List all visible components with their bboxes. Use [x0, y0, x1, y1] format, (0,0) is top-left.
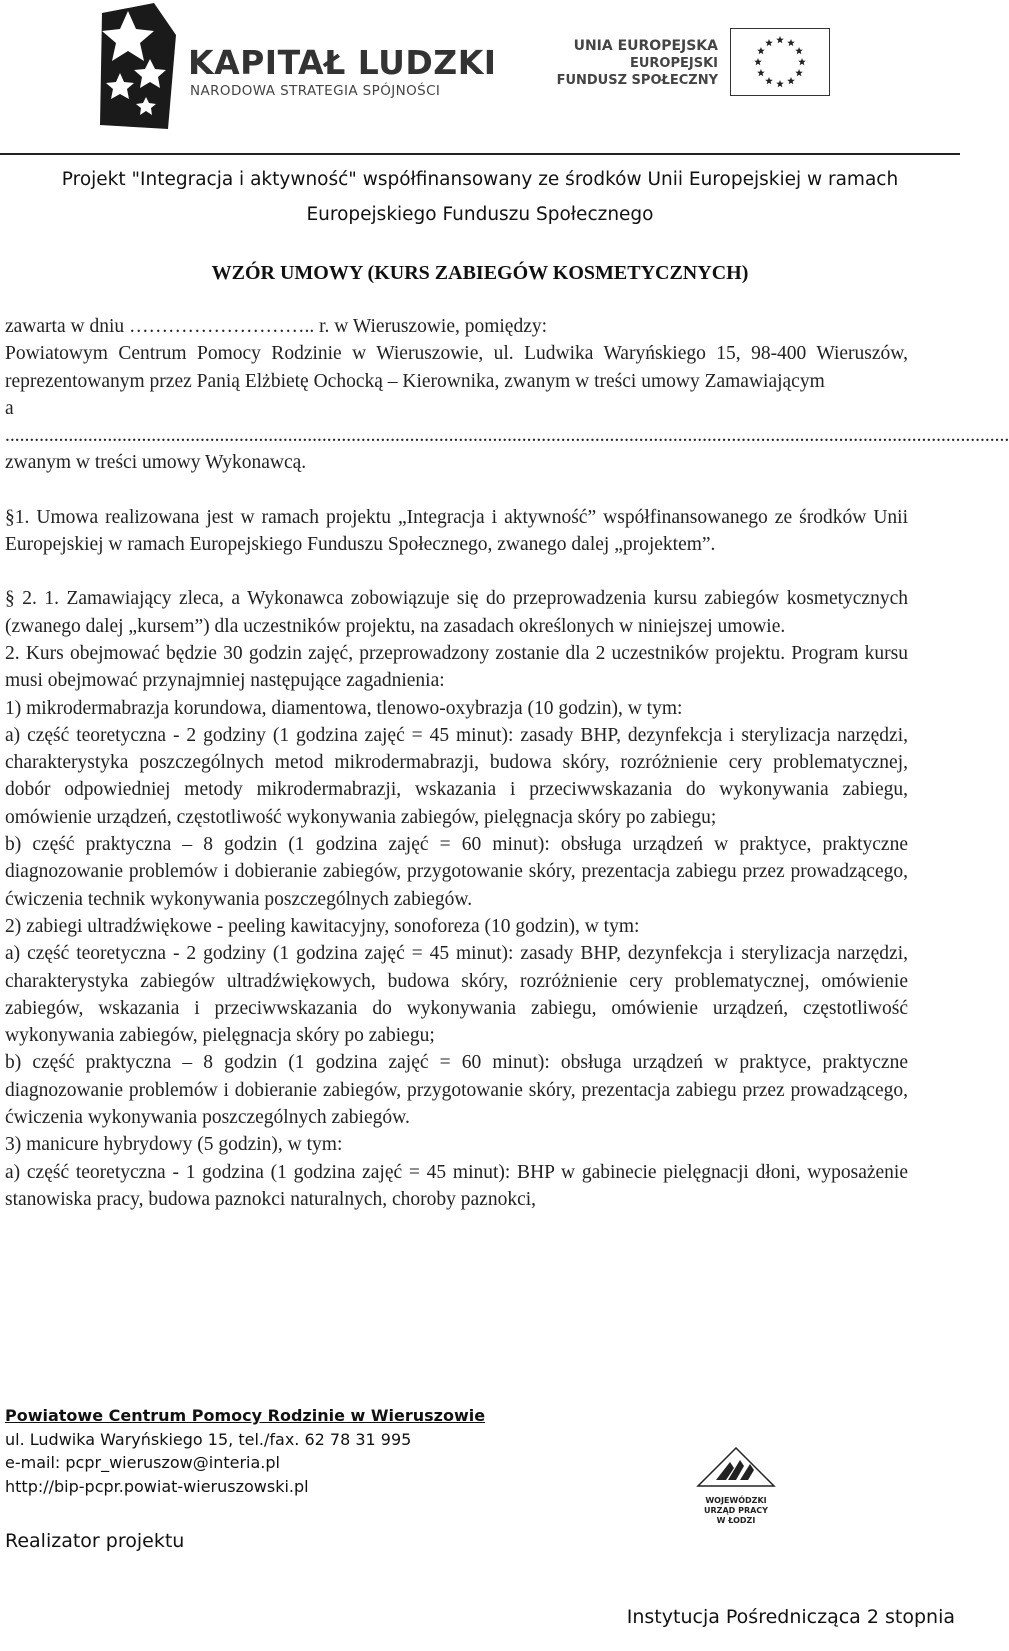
program-item-3: 3) manicure hybrydowy (5 godzin), w tym: — [5, 1134, 343, 1156]
kapital-ludzki-mark-icon — [92, 3, 180, 131]
kapital-ludzki-subtitle: NARODOWA STRATEGIA SPÓJNOŚCI — [190, 83, 441, 99]
program-item-3a: a) część teoretyczna - 1 godzina (1 godzina zajęć = 45 minut): BHP w gabinecie pielęgnacji dłoni, wyposażenie stanowiska pracy, budowa paznokci naturalnych, choroby paznokci, — [5, 1161, 908, 1210]
conjunction-a: a — [5, 397, 14, 419]
footer-instytucja: Instytucja Pośrednicząca 2 stopnia — [626, 1606, 955, 1628]
section-1-paragraph: §1. Umowa realizowana jest w ramach projektu „Integracja i aktywność” współfinansowanego ze środków Unii Europejskiej w ramach Europejskiego Funduszu Społecznego, zwanego dalej „projektem”. — [5, 506, 908, 556]
project-header — [0, 162, 960, 232]
kapital-ludzki-title: KAPITAŁ LUDZKI — [188, 43, 497, 82]
wup-line-2: URZĄD PRACY — [704, 1506, 768, 1515]
eu-logo — [556, 28, 830, 98]
footer-contact — [5, 1404, 705, 1498]
eu-flag-icon — [730, 28, 830, 96]
contractor-paragraph: zwanym w treści umowy Wykonawcą. — [5, 452, 307, 474]
wup-logo-text — [686, 1496, 786, 1526]
project-header-line-1: Projekt "Integracja i aktywność" współfinansowany ze środków Unii Europejskiej w ramach — [61, 169, 899, 190]
project-header-line-2: Europejskiego Funduszu Społecznego — [306, 204, 654, 225]
contractor-blank-line: .............................................................................................................................................................................................................. — [5, 425, 1009, 447]
wup-line-3: W ŁODZI — [716, 1516, 756, 1525]
program-item-1b: b) część praktyczna – 8 godzin (1 godzina zajęć = 60 minut): obsługa urządzeń w praktyce, praktyczne diagnozowanie problemów i dobieranie zabiegów, przygotowanie skóry, prezentacja zabiegu przez prowadzącego, ćwiczenia technik wykonywania poszczególnych zabiegów. — [5, 834, 908, 910]
wup-logo — [686, 1446, 786, 1541]
eu-line-1: UNIA EUROPEJSKA — [573, 38, 718, 54]
intro-date-paragraph: zawarta w dniu ……………………….. r. w Wieruszowie, pomiędzy: — [5, 316, 548, 337]
spacer — [5, 558, 908, 585]
footer-url: http://bip-pcpr.powiat-wieruszowski.pl — [5, 1476, 309, 1496]
spacer — [5, 477, 908, 504]
program-item-2a: a) część teoretyczna - 2 godziny (1 godzina zajęć = 45 minut): zasady BHP, dezynfekcja i sterylizacja narzędzi, charakterystyka zabiegów ultradźwiękowych, budowa skóry, rozróżnienie cery problematycznej, omówienie zabiegów, wskazania i przeciwwskazania do wykonywania zabiegu, omówienie urządzeń, częstotliwość wykonywania zabiegów, pielęgnacja skóry po zabiegu; — [5, 943, 908, 1047]
header-divider — [0, 153, 960, 155]
eu-line-2: EUROPEJSKI — [629, 56, 718, 71]
footer-email: e-mail: pcpr_wieruszow@interia.pl — [5, 1453, 280, 1472]
footer-organization: Powiatowe Centrum Pomocy Rodzinie w Wieruszowie — [5, 1406, 486, 1425]
footer-realizator: Realizator projektu — [5, 1530, 185, 1552]
footer-address: ul. Ludwika Waryńskiego 15, tel./fax. 62 78 31 995 — [5, 1429, 412, 1449]
eu-line-3: FUNDUSZ SPOŁECZNY — [556, 73, 718, 88]
program-item-2: 2) zabiegi ultradźwiękowe - peeling kawitacyjny, sonoforeza (10 godzin), w tym: — [5, 915, 640, 937]
section-2-point-2: 2. Kurs obejmować będzie 30 godzin zajęć, przeprowadzony zostanie dla 2 uczestników projektu. Program kursu musi obejmować przynajmniej następujące zagadnienia: — [5, 642, 908, 692]
kapital-ludzki-logo — [92, 3, 497, 131]
section-2-point-1: § 2. 1. Zamawiający zleca, a Wykonawca zobowiązuje się do przeprowadzenia kursu zabiegów kosmetycznych (zwanego dalej „kursem”) dla uczestników projektu, na zasadach określonych w niniejszej umowie. — [5, 588, 908, 637]
document-body — [5, 313, 1009, 1213]
program-item-2b: b) część praktyczna – 8 godzin (1 godzina zajęć = 60 minut): obsługa urządzeń w praktyce, praktyczne diagnozowanie problemów i dobieranie zabiegów, przygotowanie skóry, prezentacja zabiegu przez prowadzącego, ćwiczenia wykonywania poszczególnych zabiegów. — [5, 1052, 908, 1129]
document-title: WZÓR UMOWY (KURS ZABIEGÓW KOSMETYCZNYCH) — [211, 262, 749, 284]
program-item-1a: a) część teoretyczna - 2 godziny (1 godzina zajęć = 45 minut): zasady BHP, dezynfekcja i sterylizacja narzędzi, charakterystyka poszczególnych metod mikrodermabrazji, budowa skóry, rozróżnienie cery problematycznej, dobór odpowiedniej metody mikrodermabrazji, wskazania i przeciwwskazania do wykonywania zabiegu, omówienie urządzeń, częstotliwość wykonywania zabiegów, pielęgnacja skóry po zabiegu; — [5, 724, 908, 828]
program-item-1: 1) mikrodermabrazja korundowa, diamentowa, tlenowo-oxybrazja (10 godzin), w tym: — [5, 697, 683, 719]
wup-line-1: WOJEWÓDZKI — [705, 1496, 767, 1505]
eu-logo-text — [557, 38, 718, 89]
wup-arrows-logo-icon — [686, 1446, 786, 1496]
intro-party-paragraph: Powiatowym Centrum Pomocy Rodzinie w Wieruszowie, ul. Ludwika Waryńskiego 15, 98-400 Wieruszów, reprezentowanym przez Panią Elżbietę Ochocką – Kierownika, zwanym w treści umowy Zamawiającym — [5, 343, 908, 392]
